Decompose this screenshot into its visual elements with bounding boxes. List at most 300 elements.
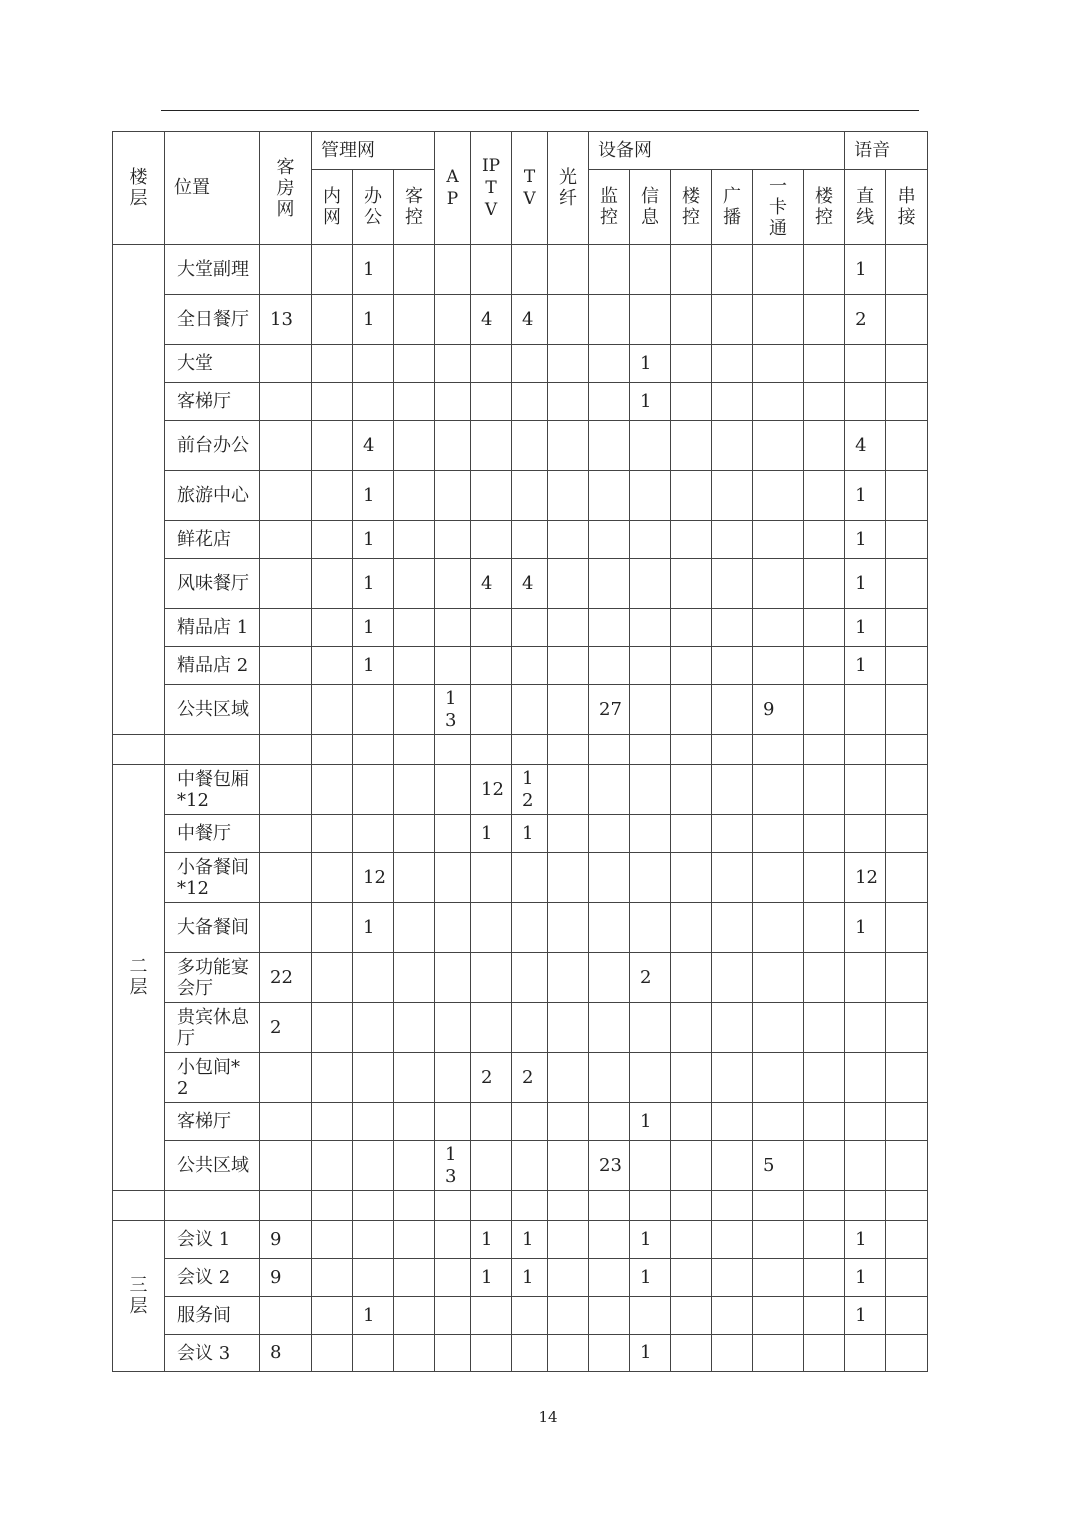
empty-cell xyxy=(548,735,589,765)
cell-guest xyxy=(260,647,312,685)
cell-guest xyxy=(260,1141,312,1191)
cell-guest xyxy=(260,1103,312,1141)
cell-serial xyxy=(886,1297,928,1335)
cell-ap xyxy=(435,853,471,903)
cell-card xyxy=(753,609,804,647)
cell-tv xyxy=(512,471,548,521)
cell-fiber xyxy=(548,903,589,953)
table-row xyxy=(113,295,928,345)
cell-inner xyxy=(312,559,353,609)
cell-fiber xyxy=(548,953,589,1003)
cell-card xyxy=(753,1103,804,1141)
cell-monitor xyxy=(589,1103,630,1141)
cell-broadcast xyxy=(712,765,753,815)
cell-fiber xyxy=(548,1141,589,1191)
cell-monitor xyxy=(589,383,630,421)
cell-broadcast xyxy=(712,647,753,685)
cell-iptv: 1 xyxy=(471,1259,512,1297)
cell-inner xyxy=(312,345,353,383)
location-cell: 公共区域 xyxy=(165,1141,260,1191)
cell-direct: 2 xyxy=(845,295,886,345)
cell-info xyxy=(630,647,671,685)
cell-office: 1 xyxy=(353,647,394,685)
cell-ap xyxy=(435,815,471,853)
cell-bldg xyxy=(671,1053,712,1103)
cell-bldg2 xyxy=(804,853,845,903)
cell-bldg xyxy=(671,559,712,609)
cell-serial xyxy=(886,609,928,647)
cell-serial xyxy=(886,383,928,421)
empty-cell xyxy=(630,1191,671,1221)
header-fiber: 光纤 xyxy=(548,132,589,245)
cell-card: 5 xyxy=(753,1141,804,1191)
cell-office: 1 xyxy=(353,609,394,647)
cell-inner xyxy=(312,685,353,735)
cell-inner xyxy=(312,609,353,647)
cell-bldg xyxy=(671,1335,712,1372)
cell-office xyxy=(353,1259,394,1297)
cell-office: 1 xyxy=(353,245,394,295)
cell-inner xyxy=(312,1221,353,1259)
table-row xyxy=(113,765,928,815)
cell-inner xyxy=(312,383,353,421)
empty-cell xyxy=(671,1191,712,1221)
cell-inner xyxy=(312,647,353,685)
cell-ap xyxy=(435,421,471,471)
cell-tv xyxy=(512,345,548,383)
location-cell: 服务间 xyxy=(165,1297,260,1335)
cell-bldg xyxy=(671,609,712,647)
cell-inner xyxy=(312,1259,353,1297)
cell-inner xyxy=(312,903,353,953)
cell-guest-ctrl xyxy=(394,1003,435,1053)
location-cell: 客梯厅 xyxy=(165,1103,260,1141)
cell-monitor xyxy=(589,345,630,383)
cell-direct: 1 xyxy=(845,609,886,647)
cell-direct: 1 xyxy=(845,245,886,295)
cell-serial xyxy=(886,1259,928,1297)
cell-guest-ctrl xyxy=(394,421,435,471)
cell-fiber xyxy=(548,1103,589,1141)
cell-card xyxy=(753,521,804,559)
cell-direct: 1 xyxy=(845,521,886,559)
cell-iptv xyxy=(471,245,512,295)
cell-info: 1 xyxy=(630,345,671,383)
cell-office xyxy=(353,1003,394,1053)
cell-bldg2 xyxy=(804,1259,845,1297)
cell-monitor xyxy=(589,295,630,345)
cell-guest-ctrl xyxy=(394,1335,435,1372)
cell-bldg xyxy=(671,345,712,383)
cell-guest-ctrl xyxy=(394,765,435,815)
header-dev-broadcast: 广播 xyxy=(712,170,753,245)
cell-ap xyxy=(435,1335,471,1372)
cell-monitor xyxy=(589,853,630,903)
header-mgmt-inner: 内网 xyxy=(312,170,353,245)
cell-bldg2 xyxy=(804,1053,845,1103)
cell-info xyxy=(630,815,671,853)
cell-broadcast xyxy=(712,1297,753,1335)
table-row xyxy=(113,521,928,559)
cell-guest xyxy=(260,609,312,647)
cell-monitor xyxy=(589,521,630,559)
cell-broadcast xyxy=(712,245,753,295)
cell-bldg2 xyxy=(804,245,845,295)
cell-tv: 1 xyxy=(512,1221,548,1259)
cell-ap xyxy=(435,765,471,815)
cell-direct: 1 xyxy=(845,1297,886,1335)
empty-cell xyxy=(886,735,928,765)
cell-bldg xyxy=(671,1221,712,1259)
cell-broadcast xyxy=(712,1003,753,1053)
cell-bldg xyxy=(671,383,712,421)
cell-tv xyxy=(512,521,548,559)
cell-bldg2 xyxy=(804,815,845,853)
location-cell: 全日餐厅 xyxy=(165,295,260,345)
cell-card xyxy=(753,1003,804,1053)
cell-fiber xyxy=(548,815,589,853)
cell-guest: 22 xyxy=(260,953,312,1003)
cell-direct xyxy=(845,1335,886,1372)
cell-serial xyxy=(886,953,928,1003)
cell-fiber xyxy=(548,345,589,383)
empty-cell xyxy=(753,735,804,765)
cell-info xyxy=(630,421,671,471)
cell-card xyxy=(753,1053,804,1103)
cell-guest: 2 xyxy=(260,1003,312,1053)
cell-inner xyxy=(312,815,353,853)
cell-inner xyxy=(312,853,353,903)
cell-office xyxy=(353,1103,394,1141)
cell-monitor xyxy=(589,245,630,295)
cell-iptv xyxy=(471,345,512,383)
cell-serial xyxy=(886,295,928,345)
cell-iptv xyxy=(471,685,512,735)
cell-monitor: 27 xyxy=(589,685,630,735)
cell-bldg2 xyxy=(804,471,845,521)
cell-broadcast xyxy=(712,853,753,903)
cell-guest-ctrl xyxy=(394,853,435,903)
cell-fiber xyxy=(548,1003,589,1053)
cell-inner xyxy=(312,295,353,345)
cell-ap xyxy=(435,471,471,521)
header-location: 位置 xyxy=(165,132,260,245)
cell-guest xyxy=(260,521,312,559)
cell-card xyxy=(753,245,804,295)
cell-serial xyxy=(886,1221,928,1259)
cell-guest-ctrl xyxy=(394,609,435,647)
cell-office xyxy=(353,383,394,421)
cell-card xyxy=(753,1297,804,1335)
cell-tv xyxy=(512,1103,548,1141)
cell-broadcast xyxy=(712,421,753,471)
empty-cell xyxy=(471,1191,512,1221)
empty-cell xyxy=(471,735,512,765)
empty-cell xyxy=(394,1191,435,1221)
cell-card xyxy=(753,421,804,471)
cell-iptv: 12 xyxy=(471,765,512,815)
empty-cell xyxy=(435,735,471,765)
location-cell: 小包间*2 xyxy=(165,1053,260,1103)
cell-ap: 13 xyxy=(435,685,471,735)
empty-cell xyxy=(548,1191,589,1221)
cell-info xyxy=(630,765,671,815)
cell-ap xyxy=(435,345,471,383)
table-row xyxy=(113,609,928,647)
cell-direct: 1 xyxy=(845,471,886,521)
cell-guest-ctrl xyxy=(394,1053,435,1103)
cell-guest xyxy=(260,471,312,521)
cell-guest: 9 xyxy=(260,1221,312,1259)
cell-ap xyxy=(435,609,471,647)
cell-guest xyxy=(260,815,312,853)
cell-card xyxy=(753,953,804,1003)
table-row xyxy=(113,853,928,903)
cell-office xyxy=(353,765,394,815)
cell-fiber xyxy=(548,853,589,903)
cell-office xyxy=(353,1221,394,1259)
cell-bldg xyxy=(671,853,712,903)
cell-inner xyxy=(312,1003,353,1053)
location-cell: 公共区域 xyxy=(165,685,260,735)
cell-tv xyxy=(512,245,548,295)
cell-ap xyxy=(435,1259,471,1297)
header-mgmt-net: 管理网 xyxy=(312,132,435,170)
cell-inner xyxy=(312,471,353,521)
cell-office: 1 xyxy=(353,1297,394,1335)
cell-guest: 9 xyxy=(260,1259,312,1297)
empty-cell xyxy=(165,1191,260,1221)
cell-tv xyxy=(512,903,548,953)
cell-info xyxy=(630,245,671,295)
header-dev-bldg-ctrl-2: 楼控 xyxy=(804,170,845,245)
cell-bldg2 xyxy=(804,953,845,1003)
cell-bldg2 xyxy=(804,383,845,421)
header-dev-monitor: 监控 xyxy=(589,170,630,245)
cell-ap xyxy=(435,245,471,295)
header-iptv: IPTV xyxy=(471,132,512,245)
cell-bldg2 xyxy=(804,647,845,685)
cell-office: 1 xyxy=(353,559,394,609)
cell-ap xyxy=(435,1297,471,1335)
cell-direct xyxy=(845,953,886,1003)
cell-bldg2 xyxy=(804,1335,845,1372)
floor-cell: 三层 xyxy=(113,1221,165,1372)
cell-tv xyxy=(512,647,548,685)
cell-guest-ctrl xyxy=(394,1141,435,1191)
cell-guest: 8 xyxy=(260,1335,312,1372)
cell-office xyxy=(353,953,394,1003)
cell-direct xyxy=(845,765,886,815)
header-guest-net: 客房网 xyxy=(260,132,312,245)
location-cell: 客梯厅 xyxy=(165,383,260,421)
cell-serial xyxy=(886,903,928,953)
cell-broadcast xyxy=(712,559,753,609)
empty-cell xyxy=(804,1191,845,1221)
cell-guest xyxy=(260,345,312,383)
cell-bldg2 xyxy=(804,765,845,815)
cell-bldg xyxy=(671,295,712,345)
cell-iptv xyxy=(471,647,512,685)
location-cell: 风味餐厅 xyxy=(165,559,260,609)
cell-monitor xyxy=(589,647,630,685)
cell-guest-ctrl xyxy=(394,903,435,953)
location-cell: 前台办公 xyxy=(165,421,260,471)
cell-ap xyxy=(435,1103,471,1141)
cell-ap xyxy=(435,521,471,559)
cell-bldg xyxy=(671,685,712,735)
header-ap: AP xyxy=(435,132,471,245)
empty-cell xyxy=(671,735,712,765)
cell-iptv xyxy=(471,1335,512,1372)
cell-bldg2 xyxy=(804,685,845,735)
empty-cell xyxy=(312,1191,353,1221)
table-row xyxy=(113,953,928,1003)
empty-cell xyxy=(260,1191,312,1221)
cell-card xyxy=(753,345,804,383)
cell-info xyxy=(630,903,671,953)
cell-serial xyxy=(886,765,928,815)
cell-monitor xyxy=(589,953,630,1003)
cell-card xyxy=(753,815,804,853)
cell-card: 9 xyxy=(753,685,804,735)
cell-card xyxy=(753,559,804,609)
cell-guest-ctrl xyxy=(394,815,435,853)
cell-iptv xyxy=(471,1141,512,1191)
empty-cell xyxy=(353,735,394,765)
cell-fiber xyxy=(548,421,589,471)
cell-bldg xyxy=(671,765,712,815)
cell-broadcast xyxy=(712,903,753,953)
empty-cell xyxy=(589,735,630,765)
cell-iptv xyxy=(471,903,512,953)
header-voice-serial: 串接 xyxy=(886,170,928,245)
cell-guest-ctrl xyxy=(394,245,435,295)
cell-bldg2 xyxy=(804,345,845,383)
cell-serial xyxy=(886,685,928,735)
spacer-row xyxy=(113,735,928,765)
table-row xyxy=(113,559,928,609)
cell-monitor xyxy=(589,1221,630,1259)
cell-bldg2 xyxy=(804,521,845,559)
cell-tv: 1 xyxy=(512,815,548,853)
cell-card xyxy=(753,647,804,685)
cell-monitor xyxy=(589,421,630,471)
cell-tv xyxy=(512,953,548,1003)
cell-fiber xyxy=(548,685,589,735)
cell-info xyxy=(630,1053,671,1103)
cell-serial xyxy=(886,1141,928,1191)
cell-tv: 4 xyxy=(512,559,548,609)
cell-direct xyxy=(845,383,886,421)
table-row xyxy=(113,245,928,295)
empty-cell xyxy=(589,1191,630,1221)
location-cell: 会议 2 xyxy=(165,1259,260,1297)
location-cell: 多功能宴会厅 xyxy=(165,953,260,1003)
cell-broadcast xyxy=(712,815,753,853)
empty-cell xyxy=(353,1191,394,1221)
empty-cell xyxy=(886,1191,928,1221)
cell-serial xyxy=(886,1053,928,1103)
table-row xyxy=(113,345,928,383)
cell-direct xyxy=(845,1141,886,1191)
cell-fiber xyxy=(548,295,589,345)
cell-serial xyxy=(886,1103,928,1141)
empty-cell xyxy=(435,1191,471,1221)
cell-broadcast xyxy=(712,471,753,521)
table-row xyxy=(113,1221,928,1259)
table-row xyxy=(113,903,928,953)
cell-fiber xyxy=(548,471,589,521)
cell-info: 1 xyxy=(630,1221,671,1259)
header-mgmt-office: 办公 xyxy=(353,170,394,245)
cell-ap xyxy=(435,903,471,953)
cell-info: 2 xyxy=(630,953,671,1003)
cell-monitor xyxy=(589,471,630,521)
cell-guest-ctrl xyxy=(394,953,435,1003)
cell-info xyxy=(630,471,671,521)
table-row xyxy=(113,685,928,735)
empty-cell xyxy=(804,735,845,765)
cell-serial xyxy=(886,521,928,559)
table-row xyxy=(113,421,928,471)
cell-tv: 1 xyxy=(512,1259,548,1297)
cell-direct: 1 xyxy=(845,1221,886,1259)
cell-ap xyxy=(435,295,471,345)
cell-tv: 12 xyxy=(512,765,548,815)
cell-card xyxy=(753,383,804,421)
cell-iptv xyxy=(471,521,512,559)
cell-inner xyxy=(312,765,353,815)
cell-card xyxy=(753,903,804,953)
cell-card xyxy=(753,471,804,521)
table-row xyxy=(113,1103,928,1141)
empty-cell xyxy=(113,1191,165,1221)
cell-ap xyxy=(435,1053,471,1103)
location-cell: 大堂副理 xyxy=(165,245,260,295)
cell-direct xyxy=(845,345,886,383)
cell-guest-ctrl xyxy=(394,1259,435,1297)
cell-bldg2 xyxy=(804,1221,845,1259)
cell-direct xyxy=(845,1003,886,1053)
cell-guest xyxy=(260,765,312,815)
cell-guest-ctrl xyxy=(394,345,435,383)
cell-info: 1 xyxy=(630,1335,671,1372)
table-row xyxy=(113,383,928,421)
cell-bldg xyxy=(671,245,712,295)
empty-cell xyxy=(512,735,548,765)
cell-guest: 13 xyxy=(260,295,312,345)
cell-bldg xyxy=(671,421,712,471)
cell-inner xyxy=(312,1141,353,1191)
location-cell: 精品店 2 xyxy=(165,647,260,685)
cell-iptv: 4 xyxy=(471,559,512,609)
cell-tv xyxy=(512,1003,548,1053)
cell-inner xyxy=(312,1297,353,1335)
cell-ap xyxy=(435,647,471,685)
spacer-row xyxy=(113,1191,928,1221)
cell-info xyxy=(630,1003,671,1053)
cell-serial xyxy=(886,1003,928,1053)
cell-bldg xyxy=(671,1259,712,1297)
cell-bldg xyxy=(671,815,712,853)
network-points-table xyxy=(112,131,928,1372)
cell-iptv xyxy=(471,1103,512,1141)
cell-fiber xyxy=(548,1297,589,1335)
empty-cell xyxy=(845,735,886,765)
cell-info: 1 xyxy=(630,1103,671,1141)
header-dev-card: 一卡通 xyxy=(753,170,804,245)
